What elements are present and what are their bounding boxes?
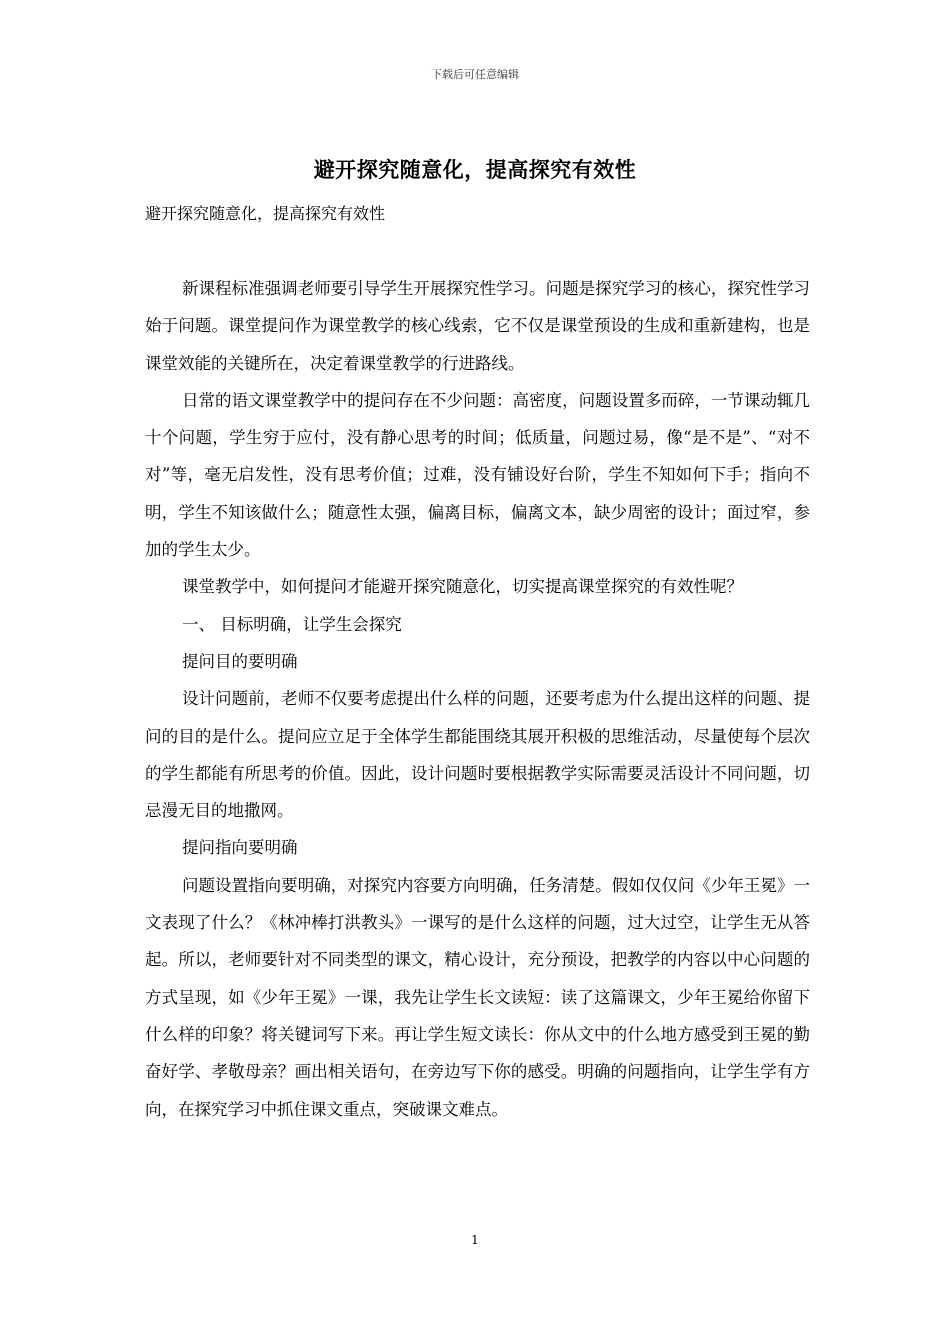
page-header-note: 下载后可任意编辑 xyxy=(431,68,519,81)
paragraph-problems: 日常的语文课堂教学中的提问存在不少问题：高密度，问题设置多而碎，一节课动辄几十个问题，学生穷于应付，没有静心思考的时间；低质量，问题过易，像“是不是”、“对不对”等，毫无启发性，没有思考价值；过难，没有铺设好台阶，学生不知如何下手；指向不明，学生不知该做什么；随意性太强，偏离目标，偏离文本，缺少周密的设计；面过窄，参加的学生太少。 xyxy=(145,390,810,560)
section-heading-1: 一、 目标明确，让学生会探究 xyxy=(182,614,402,634)
document-subtitle: 避开探究随意化，提高探究有效性 xyxy=(145,204,386,223)
page-number: 1 xyxy=(471,1233,479,1247)
paragraph-direction: 问题设置指向要明确，对探究内容要方向明确，任务清楚。假如仅仅问《少年王冕》一文表现了什么？《林冲棒打洪教头》一课写的是什么这样的问题，过大过空，让学生无从答起。所以，老师要针对不同类型的课文，精心设计，充分预设，把教学的内容以中心问题的方式呈现，如《少年王冕》一课，我先让学生长文读短：读了这篇课文，少年王冕给你留下什么样的印象？将关键词写下来。再让学生短文读长：你从文中的什么地方感受到王冕的勤奋好学、孝敬母亲？画出相关语句，在旁边写下你的感受。明确的问题指向，让学生学有方向，在探究学习中抓住课文重点，突破课文难点。 xyxy=(145,875,810,1119)
paragraph-purpose: 设计问题前，老师不仅要考虑提出什么样的问题，还要考虑为什么提出这样的问题、提问的目的是什么。提问应立足于全体学生都能围绕其展开积极的思维活动，尽量使每个层次的学生都能有所思考的价值。因此，设计问题时要根据教学实际需要灵活设计不同问题，切忌漫无目的地撒网。 xyxy=(145,689,810,821)
subheading-purpose: 提问目的要明确 xyxy=(182,651,298,671)
document-body xyxy=(145,270,810,1128)
paragraph-intro: 新课程标准强调老师要引导学生开展探究性学习。问题是探究学习的核心，探究性学习始于问题。课堂提问作为课堂教学的核心线索，它不仅是课堂预设的生成和重新建构，也是课堂效能的关键所在，决定着课堂教学的行进路线。 xyxy=(145,279,810,373)
document-title: 避开探究随意化，提高探究有效性 xyxy=(313,157,637,182)
paragraph-question: 课堂教学中，如何提问才能避开探究随意化，切实提高课堂探究的有效性呢？ xyxy=(182,577,743,597)
subheading-direction: 提问指向要明确 xyxy=(182,838,298,858)
